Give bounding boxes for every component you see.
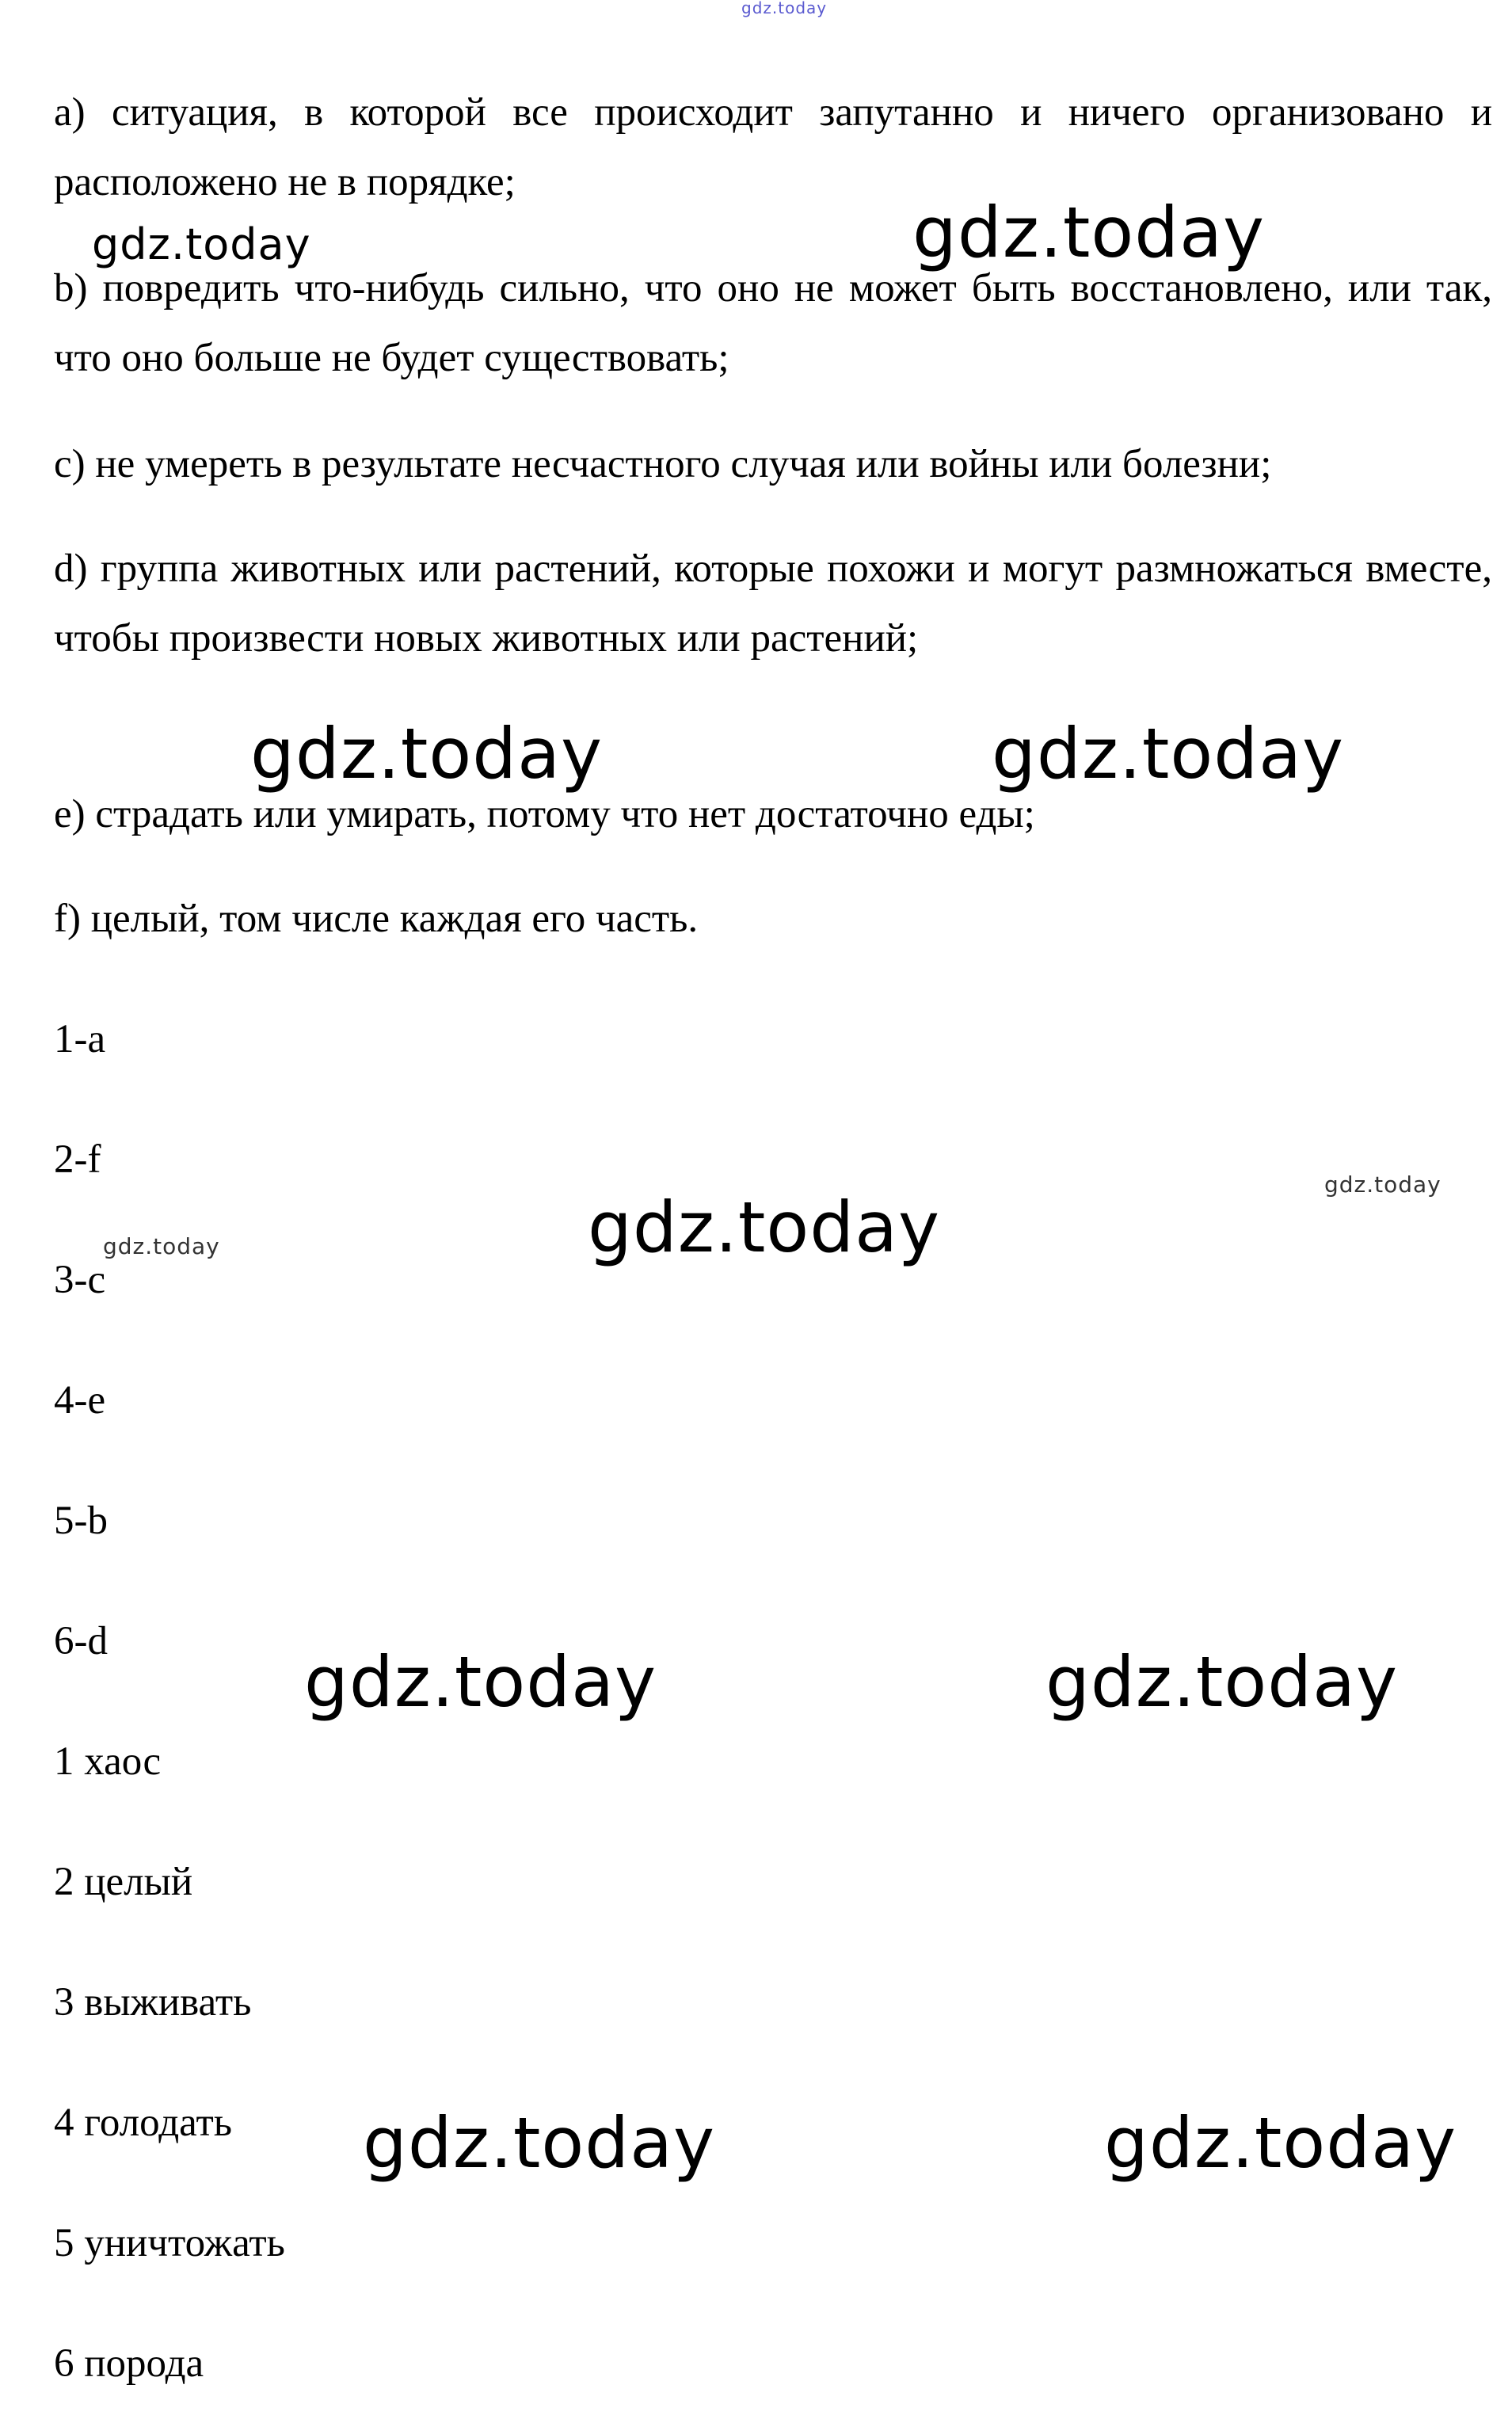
watermark: gdz.today xyxy=(92,219,311,269)
watermark: gdz.today xyxy=(912,192,1266,273)
watermark: gdz.today xyxy=(363,2102,716,2184)
word-4: 4 голодать xyxy=(54,2101,233,2145)
watermark: gdz.today xyxy=(250,713,604,794)
watermark: gdz.today xyxy=(1104,2102,1457,2184)
definition-f: f) целый, том числе каждая его часть. xyxy=(54,897,699,941)
watermark: gdz.today xyxy=(992,713,1345,794)
watermark: gdz.today xyxy=(1045,1641,1399,1723)
definition-b: b) повредить что-нибудь сильно, что оно не может быть восстановлено, или так, что оно больше не будет существовать; xyxy=(54,266,1492,380)
match-1: 1-a xyxy=(54,1017,106,1061)
match-4: 4-e xyxy=(54,1378,106,1423)
word-2: 2 целый xyxy=(54,1860,193,1904)
watermark: gdz.today xyxy=(588,1187,941,1268)
watermark: gdz.today xyxy=(304,1641,657,1723)
definition-a: a) ситуация, в которой все происходит запутанно и ничего организовано и расположено не в порядке; xyxy=(54,90,1492,204)
match-3: 3-c xyxy=(54,1258,106,1302)
word-1: 1 хаос xyxy=(54,1739,162,1784)
word-6: 6 порода xyxy=(54,2341,204,2386)
match-2: 2-f xyxy=(54,1137,101,1182)
watermark: gdz.today xyxy=(741,0,828,17)
match-6: 6-d xyxy=(54,1619,108,1663)
watermark: gdz.today xyxy=(1324,1171,1442,1198)
definition-d: d) группа животных или растений, которые похожи и могут размножаться вместе, чтобы произвести новых животных или растений; xyxy=(54,547,1492,661)
match-5: 5-b xyxy=(54,1499,108,1543)
word-3: 3 выживать xyxy=(54,1980,252,2025)
definition-c: c) не умереть в результате несчастного случая или войны или болезни; xyxy=(54,442,1272,486)
watermark: gdz.today xyxy=(103,1233,220,1259)
word-5: 5 уничтожать xyxy=(54,2221,285,2265)
definition-e: e) страдать или умирать, потому что нет достаточно еды; xyxy=(54,792,1035,836)
